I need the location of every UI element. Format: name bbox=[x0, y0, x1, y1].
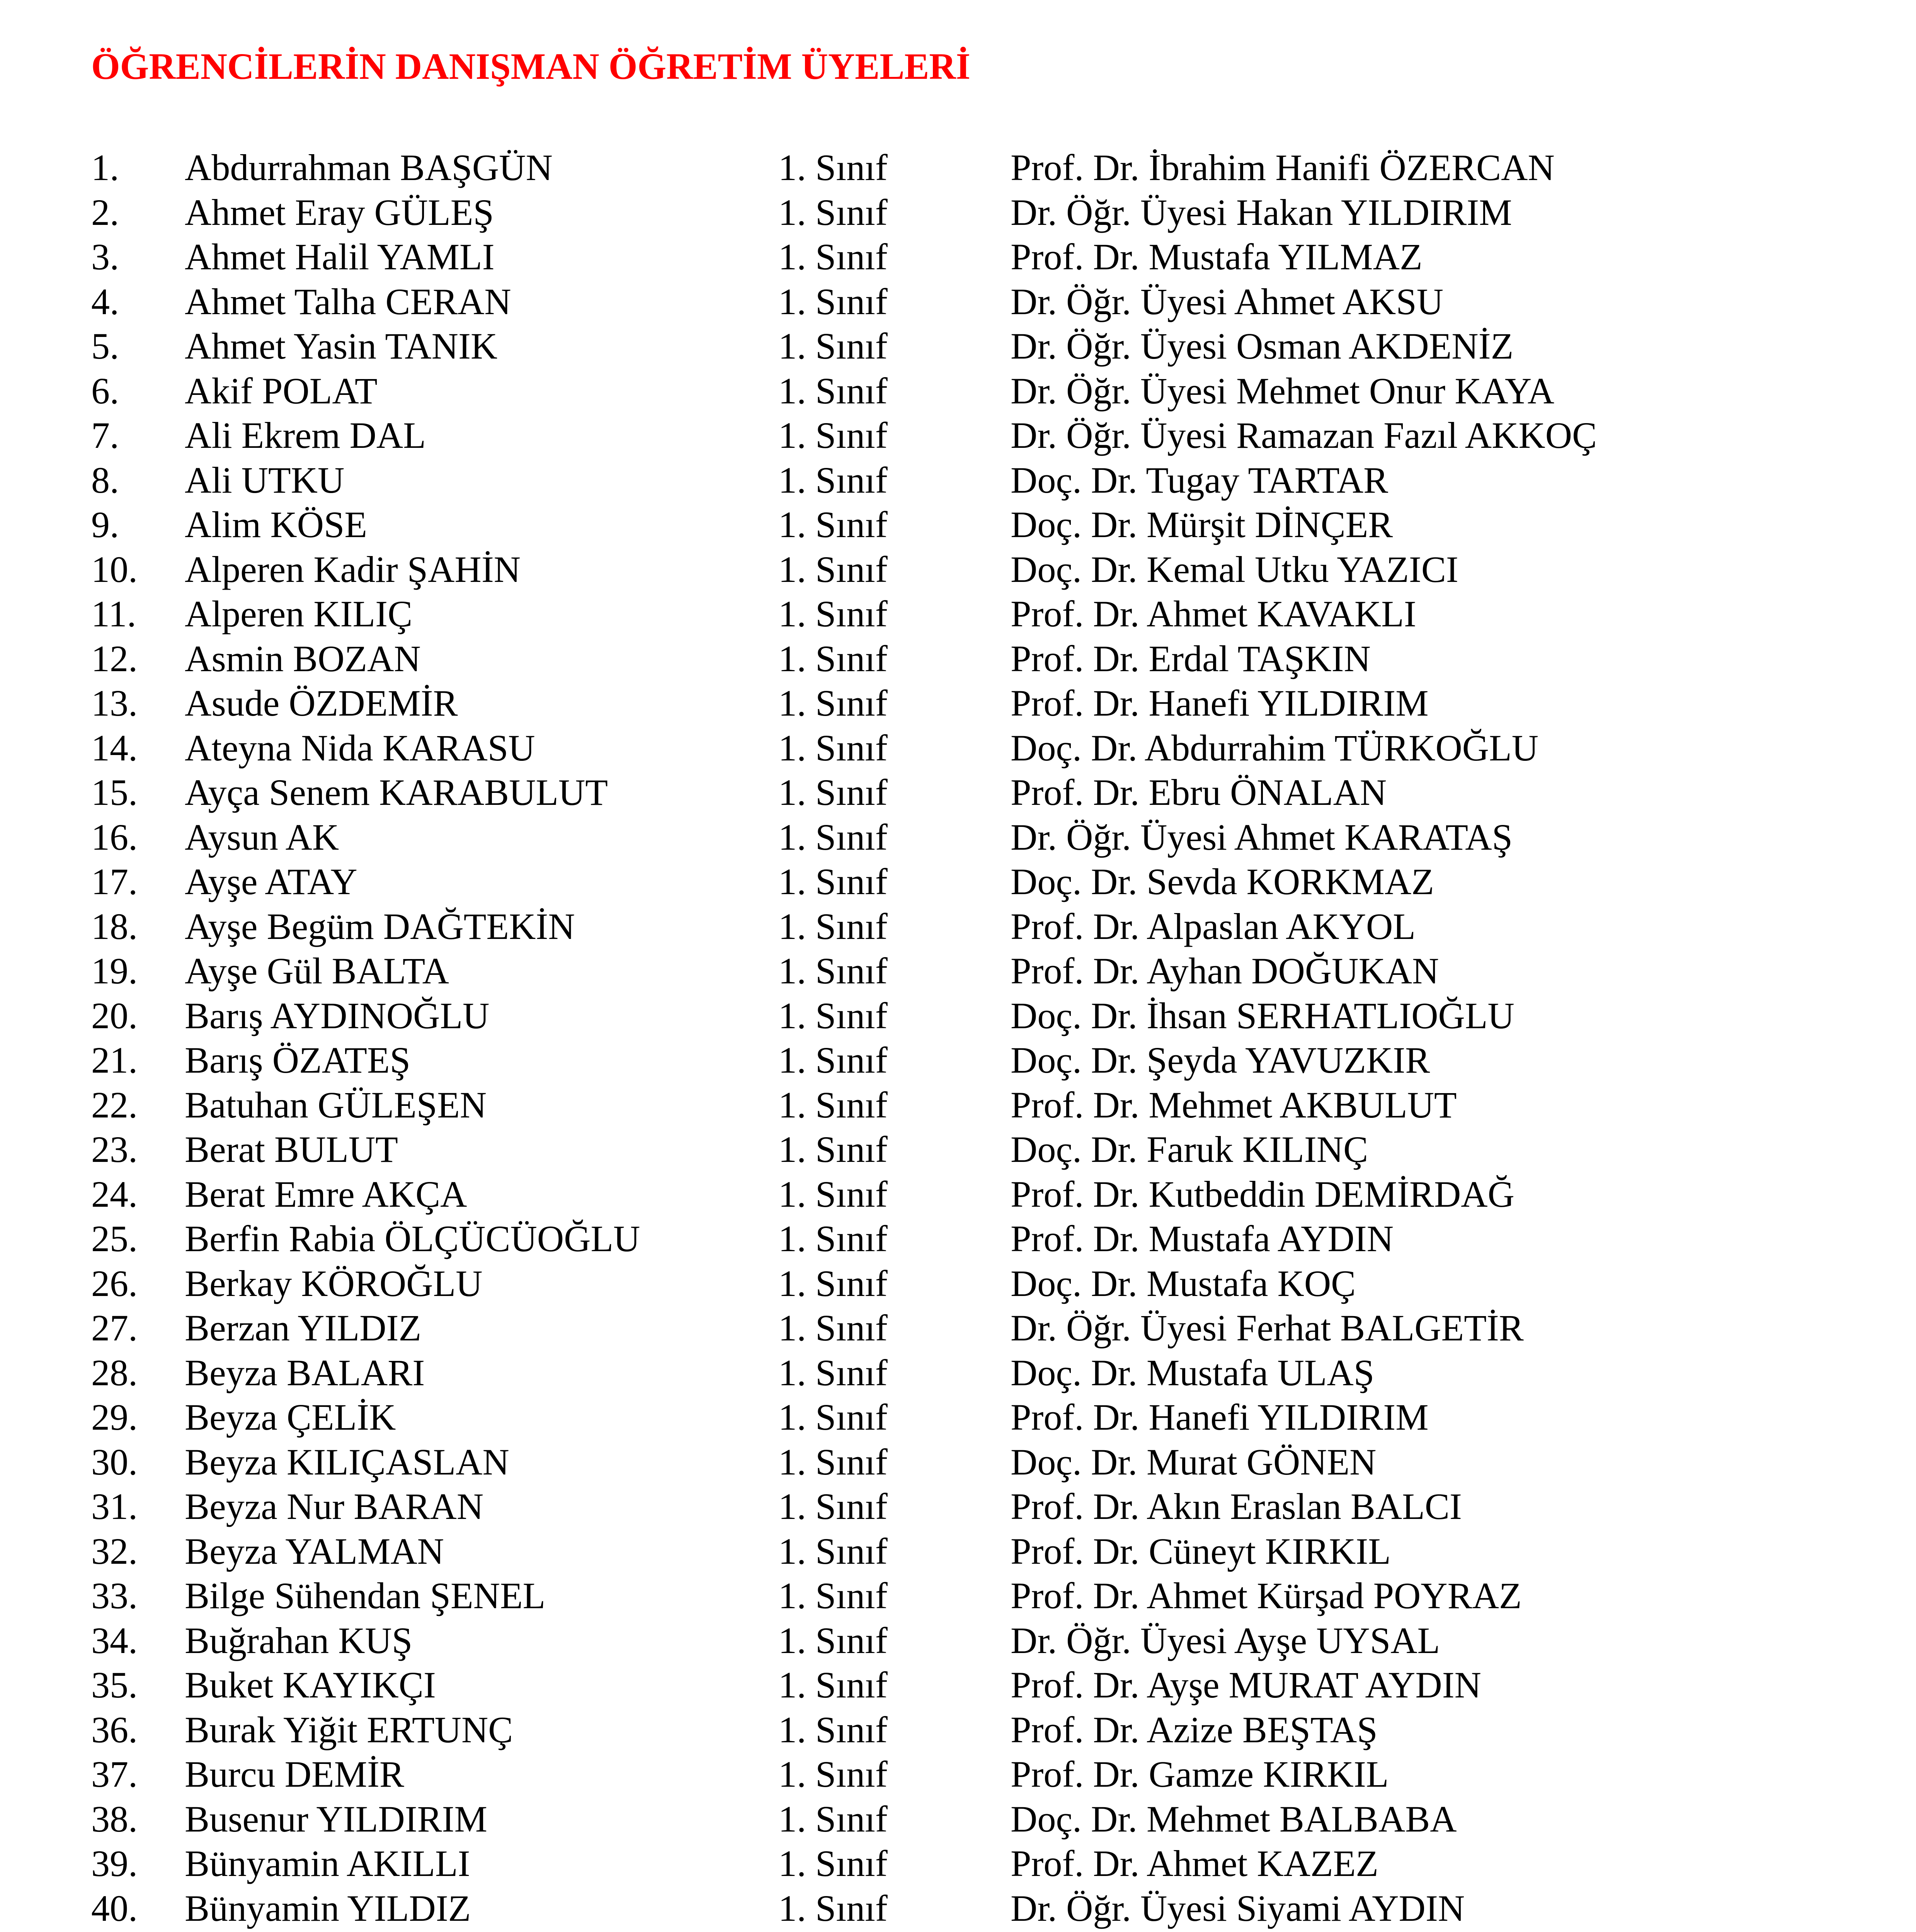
class-level: 1. Sınıf bbox=[778, 1619, 888, 1661]
advisor-name: Doç. Dr. Abdurrahim TÜRKOĞLU bbox=[1011, 727, 1539, 769]
list-item bbox=[0, 904, 1916, 949]
advisor-name: Dr. Öğr. Üyesi Siyami AYDIN bbox=[1011, 1887, 1465, 1929]
row-number: 14. bbox=[91, 727, 138, 769]
class-level: 1. Sınıf bbox=[778, 370, 888, 412]
advisor-name: Doç. Dr. Mürşit DİNÇER bbox=[1011, 504, 1393, 545]
class-level: 1. Sınıf bbox=[778, 325, 888, 367]
row-number: 24. bbox=[91, 1173, 138, 1215]
advisor-name: Dr. Öğr. Üyesi Ramazan Fazıl AKKOÇ bbox=[1011, 415, 1597, 456]
advisor-name: Doç. Dr. Faruk KILINÇ bbox=[1011, 1129, 1368, 1170]
student-name: Ateyna Nida KARASU bbox=[185, 727, 535, 769]
student-name: Berat Emre AKÇA bbox=[185, 1173, 467, 1215]
list-item bbox=[0, 1752, 1916, 1797]
advisor-name: Prof. Dr. Ayşe MURAT AYDIN bbox=[1011, 1664, 1481, 1706]
class-level: 1. Sınıf bbox=[778, 1887, 888, 1929]
list-item bbox=[0, 1618, 1916, 1663]
row-number: 26. bbox=[91, 1262, 138, 1304]
row-number: 7. bbox=[91, 415, 119, 456]
student-name: Bilge Sühendan ŞENEL bbox=[185, 1575, 546, 1616]
student-name: Alperen Kadir ŞAHİN bbox=[185, 548, 521, 590]
list-item bbox=[0, 1395, 1916, 1440]
list-item bbox=[0, 1573, 1916, 1618]
row-number: 17. bbox=[91, 861, 138, 902]
class-level: 1. Sınıf bbox=[778, 1307, 888, 1349]
class-level: 1. Sınıf bbox=[778, 1129, 888, 1170]
list-item bbox=[0, 145, 1916, 190]
student-name: Burcu DEMİR bbox=[185, 1753, 404, 1795]
advisor-name: Dr. Öğr. Üyesi Hakan YILDIRIM bbox=[1011, 191, 1512, 233]
class-level: 1. Sınıf bbox=[778, 191, 888, 233]
list-item bbox=[0, 949, 1916, 993]
student-name: Ali UTKU bbox=[185, 459, 345, 501]
class-level: 1. Sınıf bbox=[778, 772, 888, 813]
student-name: Berfin Rabia ÖLÇÜCÜOĞLU bbox=[185, 1218, 640, 1259]
row-number bbox=[91, 1930, 138, 1932]
class-level: 1. Sınıf bbox=[778, 995, 888, 1036]
student-name: Abdurrahman BAŞGÜN bbox=[185, 147, 553, 188]
student-name: Burak Yiğit ERTUNÇ bbox=[185, 1709, 513, 1750]
student-name: Ayşe ATAY bbox=[185, 861, 357, 902]
class-level: 1. Sınıf bbox=[778, 816, 888, 858]
advisor-name: Prof. Dr. Azize BEŞTAŞ bbox=[1011, 1709, 1378, 1750]
list-item bbox=[0, 1663, 1916, 1708]
row-number: 33. bbox=[91, 1575, 138, 1616]
advisor-name: Doç. Dr. İhsan SERHATLIOĞLU bbox=[1011, 995, 1514, 1036]
advisor-name: Prof. Dr. Akın Eraslan BALCI bbox=[1011, 1486, 1462, 1527]
student-name: Ahmet Talha CERAN bbox=[185, 281, 511, 322]
class-level: 1. Sınıf bbox=[778, 1218, 888, 1259]
advisor-name: Doç. Dr. Kemal Utku YAZICI bbox=[1011, 548, 1458, 590]
list-item bbox=[0, 547, 1916, 592]
list-item bbox=[0, 1841, 1916, 1886]
list-item bbox=[0, 190, 1916, 235]
row-number: 10. bbox=[91, 548, 138, 590]
row-number: 20. bbox=[91, 995, 138, 1036]
list-item bbox=[0, 993, 1916, 1038]
row-number: 32. bbox=[91, 1530, 138, 1572]
student-name: Berat BULUT bbox=[185, 1129, 398, 1170]
student-name: Beyza KILIÇASLAN bbox=[185, 1441, 509, 1483]
class-level: 1. Sınıf bbox=[778, 1352, 888, 1393]
advisor-name: Dr. Öğr. Üyesi Ferhat BALGETİR bbox=[1011, 1307, 1524, 1349]
row-number: 22. bbox=[91, 1084, 138, 1126]
row-number: 13. bbox=[91, 682, 138, 724]
list-item bbox=[0, 369, 1916, 413]
list-item bbox=[0, 1038, 1916, 1083]
row-number: 36. bbox=[91, 1709, 138, 1750]
row-number: 35. bbox=[91, 1664, 138, 1706]
student-name: Bünyamin AKILLI bbox=[185, 1843, 470, 1884]
row-number: 3. bbox=[91, 236, 119, 277]
class-level: 1. Sınıf bbox=[778, 1664, 888, 1706]
advisor-name: Doç. Dr. Sevda KORKMAZ bbox=[1011, 861, 1434, 902]
class-level: 1. Sınıf bbox=[778, 1173, 888, 1215]
student-name: Busenur YILDIRIM bbox=[185, 1798, 487, 1840]
class-level: 1. Sınıf bbox=[778, 1262, 888, 1304]
student-name: Alperen KILIÇ bbox=[185, 593, 413, 634]
advisor-name: Doç. Dr. Mustafa ULAŞ bbox=[1011, 1352, 1375, 1393]
row-number: 30. bbox=[91, 1441, 138, 1483]
advisor-name: Dr. Öğr. Üyesi Mehmet Onur KAYA bbox=[1011, 370, 1555, 412]
advisor-name: Prof. Dr. Mustafa AYDIN bbox=[1011, 1218, 1394, 1259]
advisor-name: Doç. Dr. Murat GÖNEN bbox=[1011, 1441, 1377, 1483]
student-name: Asmin BOZAN bbox=[185, 638, 421, 679]
class-level: 1. Sınıf bbox=[778, 1798, 888, 1840]
student-name bbox=[185, 1930, 398, 1932]
advisor-name: Dr. Öğr. Üyesi Ahmet KARATAŞ bbox=[1011, 816, 1513, 858]
student-name: Bünyamin YILDIZ bbox=[185, 1887, 471, 1929]
class-level: 1. Sınıf bbox=[778, 682, 888, 724]
row-number: 9. bbox=[91, 504, 119, 545]
class-level: 1. Sınıf bbox=[778, 593, 888, 634]
class-level: 1. Sınıf bbox=[778, 147, 888, 188]
advisor-name: Prof. Dr. Kutbeddin DEMİRDAĞ bbox=[1011, 1173, 1514, 1215]
row-number: 8. bbox=[91, 459, 119, 501]
list-item bbox=[0, 815, 1916, 860]
advisor-name: Prof. Dr. Erdal TAŞKIN bbox=[1011, 638, 1371, 679]
class-level: 1. Sınıf bbox=[778, 1575, 888, 1616]
class-level: 1. Sınıf bbox=[778, 905, 888, 947]
advisor-name: Dr. Öğr. Üyesi Ayşe UYSAL bbox=[1011, 1619, 1440, 1661]
advisor-name: Prof. Dr. Ayhan DOĞUKAN bbox=[1011, 950, 1439, 992]
student-name: Ahmet Eray GÜLEŞ bbox=[185, 191, 494, 233]
list-item bbox=[0, 279, 1916, 324]
row-number: 6. bbox=[91, 370, 119, 412]
row-number: 25. bbox=[91, 1218, 138, 1259]
advisor-name: Prof. Dr. Ahmet Kürşad POYRAZ bbox=[1011, 1575, 1522, 1616]
row-number: 1. bbox=[91, 147, 119, 188]
class-level: 1. Sınıf bbox=[778, 950, 888, 992]
row-number: 19. bbox=[91, 950, 138, 992]
row-number: 18. bbox=[91, 905, 138, 947]
advisor-name: Prof. Dr. Ahmet KAVAKLI bbox=[1011, 593, 1416, 634]
advisor-name: Prof. Dr. Mustafa YILMAZ bbox=[1011, 236, 1423, 277]
advisor-name: Prof. Dr. Hanefi YILDIRIM bbox=[1011, 682, 1429, 724]
advisor-name: Prof. Dr. Ahmet KAZEZ bbox=[1011, 1843, 1378, 1884]
advisor-name: Doç. Dr. Mehmet BALBABA bbox=[1011, 1798, 1457, 1840]
class-level: 1. Sınıf bbox=[778, 504, 888, 545]
class-level: 1. Sınıf bbox=[778, 459, 888, 501]
advisor-name: Dr. Öğr. Üyesi Osman AKDENİZ bbox=[1011, 325, 1514, 367]
row-number: 2. bbox=[91, 191, 119, 233]
row-number: 11. bbox=[91, 593, 136, 634]
list-item bbox=[0, 859, 1916, 904]
student-name: Ayşe Gül BALTA bbox=[185, 950, 449, 992]
student-name: Akif POLAT bbox=[185, 370, 378, 412]
student-name: Buğrahan KUŞ bbox=[185, 1619, 413, 1661]
advisor-name: Prof. Dr. Gamze KIRKIL bbox=[1011, 1753, 1389, 1795]
advisor-name: Prof. Dr. Mehmet AKBULUT bbox=[1011, 1084, 1457, 1126]
advisor-name: Prof. Dr. Alpaslan AKYOL bbox=[1011, 905, 1416, 947]
list-item bbox=[0, 324, 1916, 369]
row-number: 39. bbox=[91, 1843, 138, 1884]
row-number: 5. bbox=[91, 325, 119, 367]
student-name: Berzan YILDIZ bbox=[185, 1307, 422, 1349]
row-number: 40. bbox=[91, 1887, 138, 1929]
class-level: 1. Sınıf bbox=[778, 281, 888, 322]
advisor-name: Prof. Dr. Hanefi YILDIRIM bbox=[1011, 1396, 1429, 1438]
student-name: Beyza YALMAN bbox=[185, 1530, 444, 1572]
list-item bbox=[0, 1529, 1916, 1574]
advisor-name: Doç. Dr. Tugay TARTAR bbox=[1011, 459, 1389, 501]
class-level: 1. Sınıf bbox=[778, 1039, 888, 1081]
class-level: 1. Sınıf bbox=[778, 548, 888, 590]
list-item bbox=[0, 636, 1916, 681]
class-level: 1. Sınıf bbox=[778, 1709, 888, 1750]
student-name: Ahmet Halil YAMLI bbox=[185, 236, 495, 277]
advisor-name: Prof. Dr. İbrahim Hanifi ÖZERCAN bbox=[1011, 147, 1555, 188]
student-name: Ali Ekrem DAL bbox=[185, 415, 426, 456]
list-item bbox=[0, 1350, 1916, 1395]
advisor-name: Doç. Dr. Şeyda YAVUZKIR bbox=[1011, 1039, 1430, 1081]
class-level: 1. Sınıf bbox=[778, 1084, 888, 1126]
class-level: 1. Sınıf bbox=[778, 861, 888, 902]
row-number: 28. bbox=[91, 1352, 138, 1393]
page-title: ÖĞRENCİLERİN DANIŞMAN ÖĞRETİM ÜYELERİ bbox=[91, 46, 970, 87]
row-number: 23. bbox=[91, 1129, 138, 1170]
student-name: Asude ÖZDEMİR bbox=[185, 682, 458, 724]
list-item bbox=[0, 1886, 1916, 1931]
student-name: Batuhan GÜLEŞEN bbox=[185, 1084, 487, 1126]
list-item bbox=[0, 1930, 1916, 1932]
student-name: Ahmet Yasin TANIK bbox=[185, 325, 498, 367]
student-name: Ayça Senem KARABULUT bbox=[185, 772, 608, 813]
class-level: 1. Sınıf bbox=[778, 1753, 888, 1795]
class-level: 1. Sınıf bbox=[778, 1396, 888, 1438]
list-item bbox=[0, 1484, 1916, 1529]
row-number: 31. bbox=[91, 1486, 138, 1527]
advisor-name: Prof. Dr. Cüneyt KIRKIL bbox=[1011, 1530, 1391, 1572]
advisor-name: Doç. Dr. Mustafa KOÇ bbox=[1011, 1262, 1356, 1304]
list-item bbox=[0, 1172, 1916, 1217]
class-level: 1. Sınıf bbox=[778, 1530, 888, 1572]
row-number: 12. bbox=[91, 638, 138, 679]
advisor-name: Dr. Öğr. Üyesi Ahmet AKSU bbox=[1011, 281, 1444, 322]
student-name: Beyza ÇELİK bbox=[185, 1396, 396, 1438]
class-level: 1. Sınıf bbox=[778, 1486, 888, 1527]
advisor-list bbox=[0, 145, 1916, 1932]
list-item bbox=[0, 1261, 1916, 1306]
student-name: Buket KAYIKÇI bbox=[185, 1664, 436, 1706]
advisor-name: Prof. Dr. Ebru ÖNALAN bbox=[1011, 772, 1387, 813]
student-name: Alim KÖSE bbox=[185, 504, 368, 545]
student-name: Ayşe Begüm DAĞTEKİN bbox=[185, 905, 575, 947]
list-item bbox=[0, 502, 1916, 547]
student-name: Beyza Nur BARAN bbox=[185, 1486, 484, 1527]
class-level bbox=[778, 1930, 888, 1932]
class-level: 1. Sınıf bbox=[778, 236, 888, 277]
list-item bbox=[0, 458, 1916, 503]
list-item bbox=[0, 1708, 1916, 1752]
class-level: 1. Sınıf bbox=[778, 727, 888, 769]
row-number: 29. bbox=[91, 1396, 138, 1438]
list-item bbox=[0, 1440, 1916, 1485]
advisor-name bbox=[1011, 1930, 1374, 1932]
list-item bbox=[0, 1797, 1916, 1842]
list-item bbox=[0, 1127, 1916, 1172]
class-level: 1. Sınıf bbox=[778, 1843, 888, 1884]
list-item bbox=[0, 413, 1916, 458]
list-item bbox=[0, 235, 1916, 279]
class-level: 1. Sınıf bbox=[778, 1441, 888, 1483]
row-number: 4. bbox=[91, 281, 119, 322]
list-item bbox=[0, 681, 1916, 726]
student-name: Beyza BALARI bbox=[185, 1352, 425, 1393]
list-item bbox=[0, 1306, 1916, 1350]
student-name: Aysun AK bbox=[185, 816, 339, 858]
row-number: 21. bbox=[91, 1039, 138, 1081]
student-name: Barış ÖZATEŞ bbox=[185, 1039, 410, 1081]
class-level: 1. Sınıf bbox=[778, 638, 888, 679]
list-item bbox=[0, 1216, 1916, 1261]
row-number: 16. bbox=[91, 816, 138, 858]
row-number: 37. bbox=[91, 1753, 138, 1795]
student-name: Barış AYDINOĞLU bbox=[185, 995, 490, 1036]
list-item bbox=[0, 1083, 1916, 1128]
row-number: 15. bbox=[91, 772, 138, 813]
list-item bbox=[0, 770, 1916, 815]
list-item bbox=[0, 726, 1916, 770]
row-number: 34. bbox=[91, 1619, 138, 1661]
row-number: 38. bbox=[91, 1798, 138, 1840]
student-name: Berkay KÖROĞLU bbox=[185, 1262, 483, 1304]
list-item bbox=[0, 592, 1916, 636]
class-level: 1. Sınıf bbox=[778, 415, 888, 456]
row-number: 27. bbox=[91, 1307, 138, 1349]
